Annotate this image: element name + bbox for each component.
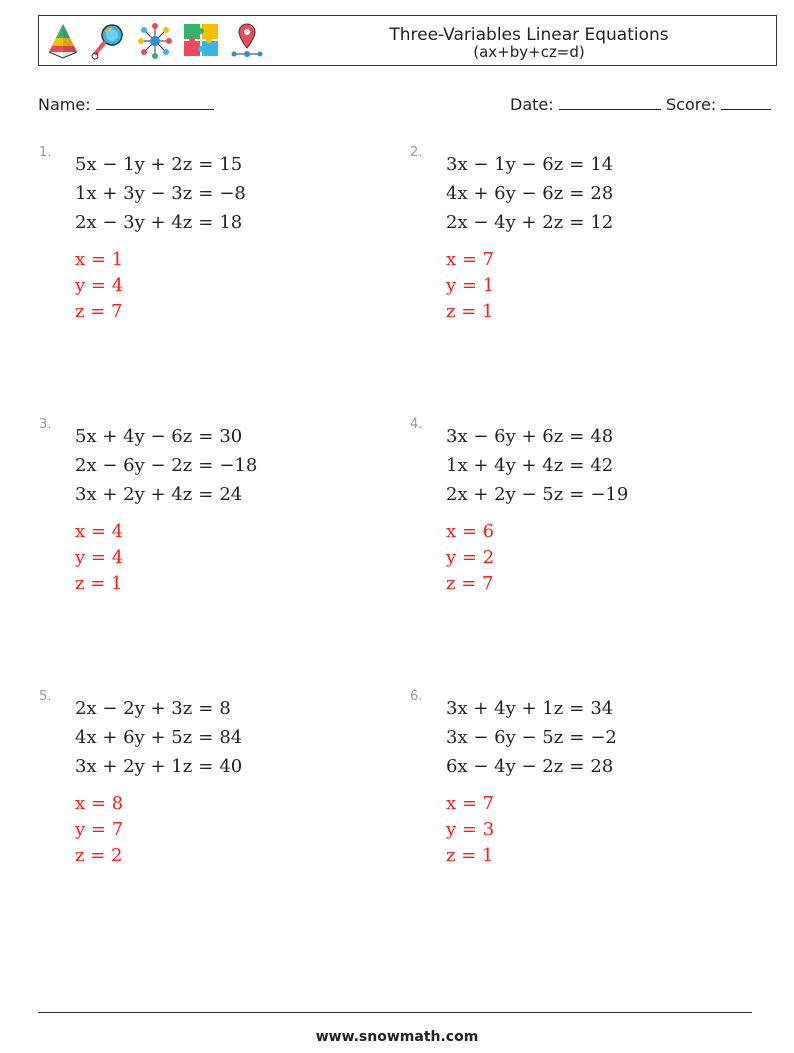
answer-x: x = 7	[446, 793, 495, 814]
answer-x: x = 8	[75, 793, 124, 814]
answer-z: z = 7	[75, 301, 123, 322]
equals-sign: =	[569, 183, 585, 204]
equation-lhs: 2x − 4y + 2z	[446, 212, 564, 233]
score-label: Score:	[666, 95, 717, 114]
puzzle-icon	[182, 20, 220, 62]
equation-rhs: −2	[590, 727, 617, 748]
equals-sign: =	[569, 426, 585, 447]
answer-x: x = 7	[446, 249, 495, 270]
equation-row	[446, 723, 617, 752]
equals-sign: =	[198, 455, 214, 476]
equation-lhs: 2x − 3y + 4z	[75, 212, 193, 233]
equation-row	[75, 451, 257, 480]
equation-row	[446, 208, 613, 237]
problem-number: 3.	[39, 417, 52, 432]
problem-number: 6.	[410, 689, 423, 704]
answer-y: y = 7	[75, 819, 124, 840]
equation-lhs: 4x + 6y − 6z	[446, 183, 564, 204]
equation-lhs: 1x + 3y − 3z	[75, 183, 193, 204]
equals-sign: =	[198, 727, 214, 748]
equation-row	[446, 480, 628, 509]
equation-rhs: 28	[590, 183, 614, 204]
equals-sign: =	[198, 698, 214, 719]
equation-rhs: 24	[219, 484, 243, 505]
network-icon	[136, 20, 174, 62]
name-label: Name:	[38, 95, 91, 114]
score-blank[interactable]	[721, 94, 771, 110]
equation-row	[75, 752, 242, 781]
equation-rhs: 18	[219, 212, 243, 233]
equation-row	[446, 694, 617, 723]
equals-sign: =	[569, 455, 585, 476]
equation-system	[446, 422, 628, 509]
problem-6	[410, 689, 770, 919]
answer-y: y = 2	[446, 547, 495, 568]
date-field	[510, 94, 661, 114]
equation-lhs: 3x + 2y + 4z	[75, 484, 193, 505]
answer-y: y = 3	[446, 819, 495, 840]
equation-lhs: 2x + 2y − 5z	[446, 484, 564, 505]
name-blank[interactable]	[96, 94, 214, 110]
magnifier-icon	[90, 20, 128, 62]
answer-z: z = 1	[446, 301, 494, 322]
equation-lhs: 2x − 6y − 2z	[75, 455, 193, 476]
footer-divider	[38, 1012, 752, 1013]
equation-rhs: 12	[590, 212, 614, 233]
worksheet-header	[38, 15, 777, 66]
equation-lhs: 4x + 6y + 5z	[75, 727, 193, 748]
equals-sign: =	[198, 154, 214, 175]
worksheet-subtitle: (ax+by+cz=d)	[473, 43, 585, 61]
equation-lhs: 3x + 4y + 1z	[446, 698, 564, 719]
answer-y: y = 1	[446, 275, 495, 296]
equals-sign: =	[198, 484, 214, 505]
equation-lhs: 5x + 4y − 6z	[75, 426, 193, 447]
equation-rhs: −18	[219, 455, 258, 476]
equals-sign: =	[569, 698, 585, 719]
answer-x: x = 4	[75, 521, 124, 542]
answer-y: y = 4	[75, 547, 124, 568]
equation-rhs: 48	[590, 426, 614, 447]
score-field	[666, 94, 771, 114]
answer-x: x = 6	[446, 521, 495, 542]
equation-row	[446, 422, 628, 451]
answer-z: z = 2	[75, 845, 123, 866]
equation-rhs: 14	[590, 154, 614, 175]
equation-lhs: 5x − 1y + 2z	[75, 154, 193, 175]
answer-x: x = 1	[75, 249, 124, 270]
equation-rhs: 30	[219, 426, 243, 447]
equation-rhs: 84	[219, 727, 243, 748]
answer-block	[75, 247, 123, 325]
problem-number: 4.	[410, 417, 423, 432]
equation-rhs: 34	[590, 698, 614, 719]
equation-rhs: 28	[590, 756, 614, 777]
date-blank[interactable]	[559, 94, 661, 110]
equation-system	[446, 150, 613, 237]
equals-sign: =	[198, 183, 214, 204]
equation-lhs: 6x − 4y − 2z	[446, 756, 564, 777]
equals-sign: =	[569, 484, 585, 505]
equation-row	[446, 179, 613, 208]
equation-rhs: 42	[590, 455, 614, 476]
answer-z: z = 7	[446, 573, 494, 594]
equation-system	[446, 694, 617, 781]
equation-row	[75, 723, 242, 752]
equals-sign: =	[198, 212, 214, 233]
equation-lhs: 2x − 2y + 3z	[75, 698, 193, 719]
equation-lhs: 3x + 2y + 1z	[75, 756, 193, 777]
equation-lhs: 3x − 6y − 5z	[446, 727, 564, 748]
name-field	[38, 94, 214, 114]
equation-lhs: 3x − 1y − 6z	[446, 154, 564, 175]
problem-number: 2.	[410, 145, 423, 160]
equation-row	[446, 451, 628, 480]
header-icons	[44, 20, 266, 62]
equation-row	[75, 179, 246, 208]
answer-block	[446, 519, 494, 597]
problem-4	[410, 417, 770, 647]
date-label: Date:	[510, 95, 554, 114]
equals-sign: =	[569, 727, 585, 748]
equation-rhs: −19	[590, 484, 629, 505]
equals-sign: =	[569, 212, 585, 233]
equation-system	[75, 150, 246, 237]
equation-row	[446, 150, 613, 179]
problem-1	[39, 145, 399, 375]
equation-lhs: 1x + 4y + 4z	[446, 455, 564, 476]
equation-row	[75, 150, 246, 179]
problem-number: 5.	[39, 689, 52, 704]
equation-rhs: 8	[219, 698, 231, 719]
problem-number: 1.	[39, 145, 52, 160]
equation-row	[75, 422, 257, 451]
equation-lhs: 3x − 6y + 6z	[446, 426, 564, 447]
worksheet-title-block	[379, 26, 679, 61]
equation-rhs: 15	[219, 154, 243, 175]
problem-3	[39, 417, 399, 647]
equation-system	[75, 422, 257, 509]
answer-block	[446, 247, 494, 325]
answer-z: z = 1	[75, 573, 123, 594]
equation-row	[75, 208, 246, 237]
equation-rhs: 40	[219, 756, 243, 777]
equation-row	[75, 480, 257, 509]
location-pin-icon	[228, 20, 266, 62]
worksheet-title: Three-Variables Linear Equations	[389, 25, 669, 45]
equals-sign: =	[198, 756, 214, 777]
problem-5	[39, 689, 399, 919]
problem-2	[410, 145, 770, 375]
equation-rhs: −8	[219, 183, 246, 204]
pyramid-icon	[44, 20, 82, 62]
footer-url[interactable]: www.snowmath.com	[315, 1029, 479, 1045]
answer-y: y = 4	[75, 275, 124, 296]
equation-row	[446, 752, 617, 781]
answer-block	[75, 791, 123, 869]
answer-block	[75, 519, 123, 597]
equation-row	[75, 694, 242, 723]
equals-sign: =	[569, 154, 585, 175]
answer-z: z = 1	[446, 845, 494, 866]
equation-system	[75, 694, 242, 781]
equals-sign: =	[198, 426, 214, 447]
equals-sign: =	[569, 756, 585, 777]
answer-block	[446, 791, 494, 869]
